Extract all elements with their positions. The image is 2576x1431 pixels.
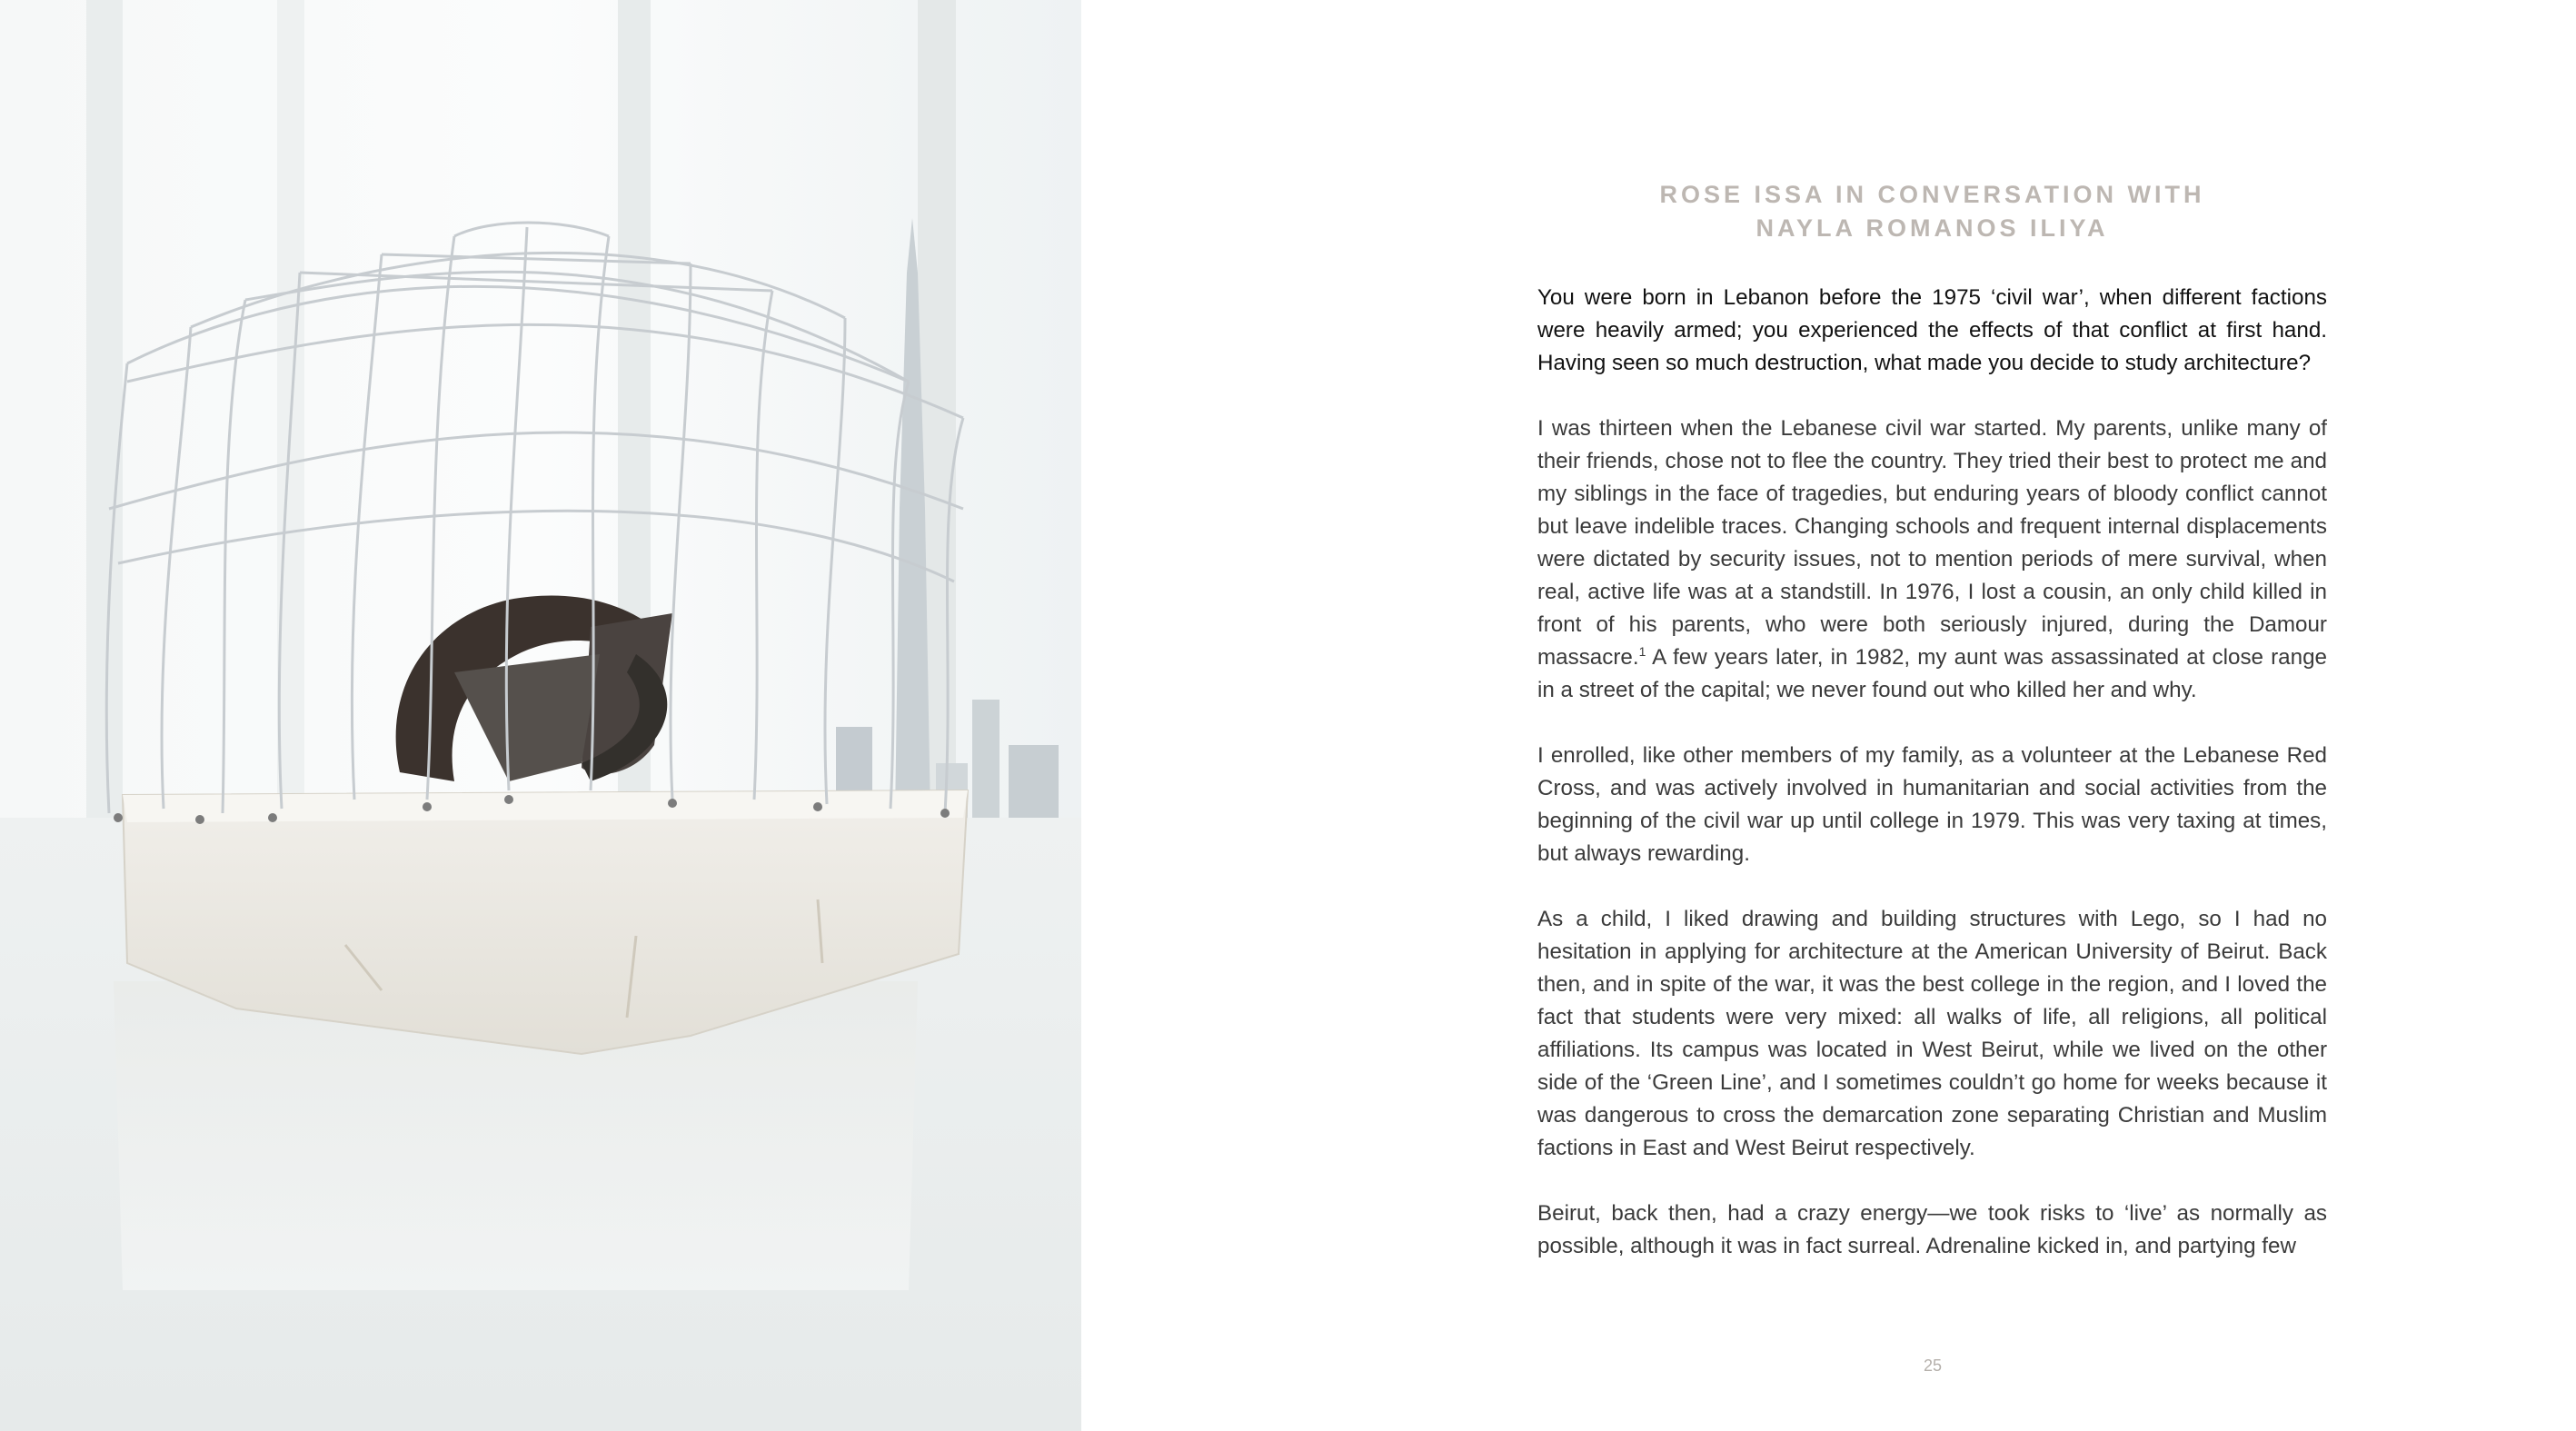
paragraph-1-text-a: I was thirteen when the Lebanese civil war started. My parents, unlike many of their friends, chose not to flee the country. They tried their best to protect me and my siblings in the face of tragedies, but enduring years of bloody conflict cannot but leave indelible traces. Changing schools and frequent internal displacements were dictated by security issues, not to mention periods of mere survival, when real, active life was at a standstill. In 1976, I lost a cousin, an only child killed in front of his parents, who were both seriously injured, during the Damour massacre. (1537, 416, 2327, 670)
answer-paragraph-3: As a child, I liked drawing and building structures with Lego, so I had no hesitation in applying for architecture at the American University of Beirut. Back then, and in spite of the war, it was the best college in the region, and I loved the fact that students were very mixed: all walks of life, all religions, all political affiliations. Its campus was located in West Beirut, while we lived on the other side of the ‘Green Line’, and I sometimes couldn’t go home for weeks because it was dangerous to cross the demarcation zone separating Christian and Muslim factions in East and West Beirut respectively. (1537, 907, 2327, 1160)
page-number: 25 (1923, 1356, 1943, 1375)
title-line-1: ROSE ISSA IN CONVERSATION WITH (1659, 181, 2205, 208)
footnote-marker: 1 (1638, 643, 1646, 659)
text-page (1537, 178, 2327, 1296)
paragraph-1-text-b: A few years later, in 1982, my aunt was assassinated at close range in a street of the capital; we never found out who killed her and why. (1537, 645, 2327, 702)
page-title (1537, 178, 2327, 245)
title-line-2: NAYLA ROMANOS ILIYA (1755, 214, 2109, 242)
sculpture-illustration (0, 0, 1081, 1431)
answer-paragraph-1 (1537, 412, 2327, 707)
interview-question: You were born in Lebanon before the 1975 ‘civil war’, when different factions were heavily armed; you experienced the effects of that conflict at first hand. Having seen so much destruction, what made you decide to study architecture? (1537, 285, 2327, 375)
sculpture-photo (0, 0, 1081, 1431)
answer-paragraph-4: Beirut, back then, had a crazy energy—we took risks to ‘live’ as normally as possible, although it was in fact surreal. Adrenaline kicked in, and partying few (1537, 1201, 2327, 1258)
answer-paragraph-2: I enrolled, like other members of my family, as a volunteer at the Lebanese Red Cross, and was actively involved in humanitarian and social activities from the beginning of the civil war up until college in 1979. This was very taxing at times, but always rewarding. (1537, 743, 2327, 866)
